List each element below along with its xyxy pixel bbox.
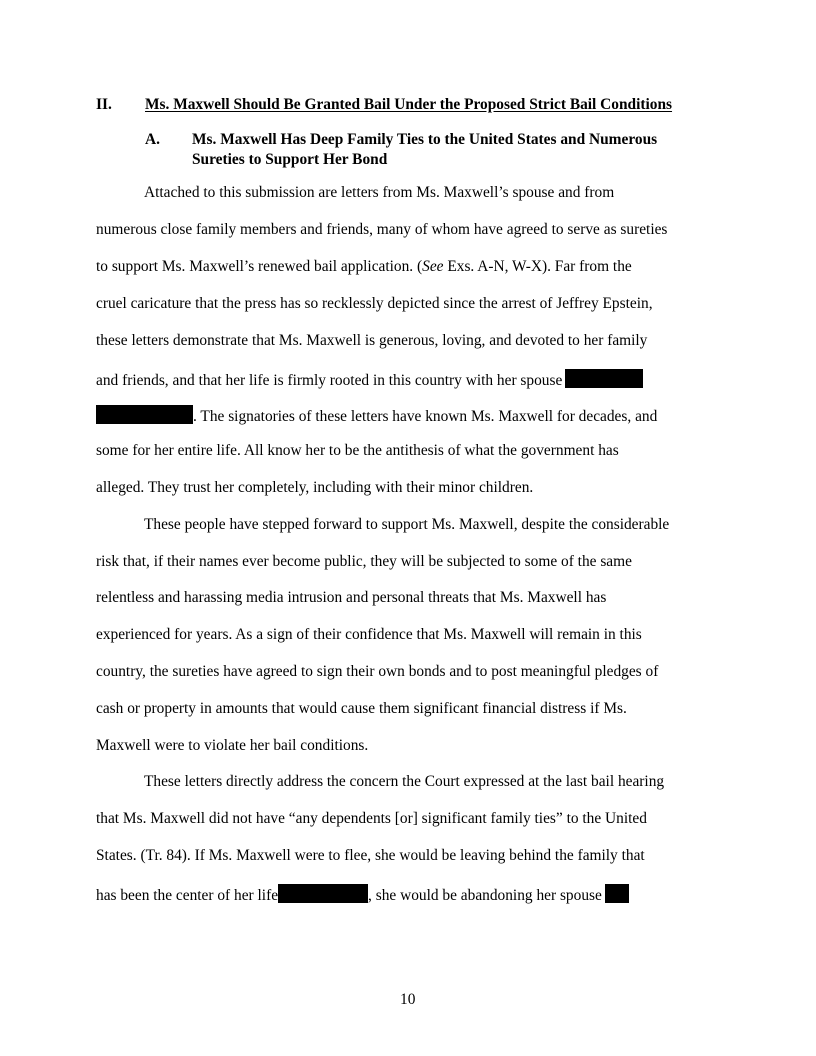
redaction-box	[565, 369, 643, 388]
paragraph-2-line-6: cash or property in amounts that would cause them significant financial distress if Ms.	[96, 700, 627, 717]
paragraph-1-line-9: alleged. They trust her completely, including with their minor children.	[96, 479, 534, 496]
line-text: and friends, and that her life is firmly rooted in this country with her spouse	[96, 372, 563, 389]
line-text: has been the center of her life	[96, 887, 279, 904]
subsection-heading-line2: Sureties to Support Her Bond	[192, 151, 388, 168]
section-heading: Ms. Maxwell Should Be Granted Bail Under the Proposed Strict Bail Conditions	[145, 96, 673, 113]
paragraph-1-line-7	[96, 405, 657, 426]
paragraph-2-line-3: relentless and harassing media intrusion and personal threats that Ms. Maxwell has	[96, 589, 607, 606]
paragraph-2-line-1: These people have stepped forward to support Ms. Maxwell, despite the considerable	[144, 516, 670, 533]
line-text: Exs. A-N, W-X). Far from the	[443, 258, 632, 275]
paragraph-3-line-2: that Ms. Maxwell did not have “any dependents [or] significant family ties” to the United	[96, 810, 647, 827]
paragraph-2-line-7: Maxwell were to violate her bail conditions.	[96, 737, 369, 754]
paragraph-1-line-2: numerous close family members and friends, many of whom have agreed to serve as sureties	[96, 221, 668, 238]
redaction-box	[278, 884, 368, 903]
paragraph-1-line-5: these letters demonstrate that Ms. Maxwell is generous, loving, and devoted to her family	[96, 332, 648, 349]
page-number: 10	[400, 991, 416, 1008]
line-text: , she would be abandoning her spouse	[368, 887, 602, 904]
subsection-letter: A.	[145, 131, 160, 148]
line-text: to support Ms. Maxwell’s renewed bail application. (	[96, 258, 423, 275]
paragraph-1-line-3	[96, 258, 632, 276]
paragraph-2-line-2: risk that, if their names ever become public, they will be subjected to some of the same	[96, 553, 632, 570]
section-number: II.	[96, 96, 112, 113]
redaction-box	[605, 884, 629, 903]
see-signal: See	[422, 258, 444, 275]
paragraph-1-line-4: cruel caricature that the press has so recklessly depicted since the arrest of Jeffrey Epstein,	[96, 295, 653, 312]
paragraph-3-line-1: These letters directly address the concern the Court expressed at the last bail hearing	[144, 773, 665, 790]
paragraph-2-line-5: country, the sureties have agreed to sign their own bonds and to post meaningful pledges of	[96, 663, 659, 680]
paragraph-1-line-1: Attached to this submission are letters from Ms. Maxwell’s spouse and from	[144, 184, 615, 201]
line-text: . The signatories of these letters have known Ms. Maxwell for decades, and	[193, 408, 658, 425]
subsection-heading-line1: Ms. Maxwell Has Deep Family Ties to the United States and Numerous	[192, 131, 658, 148]
redaction-box	[96, 405, 193, 424]
paragraph-1-line-6	[96, 369, 643, 390]
paragraph-2-line-4: experienced for years. As a sign of their confidence that Ms. Maxwell will remain in this	[96, 626, 642, 643]
paragraph-3-line-4	[96, 884, 629, 905]
paragraph-3-line-3: States. (Tr. 84). If Ms. Maxwell were to flee, she would be leaving behind the family that	[96, 847, 645, 864]
paragraph-1-line-8: some for her entire life. All know her to be the antithesis of what the government has	[96, 442, 619, 459]
